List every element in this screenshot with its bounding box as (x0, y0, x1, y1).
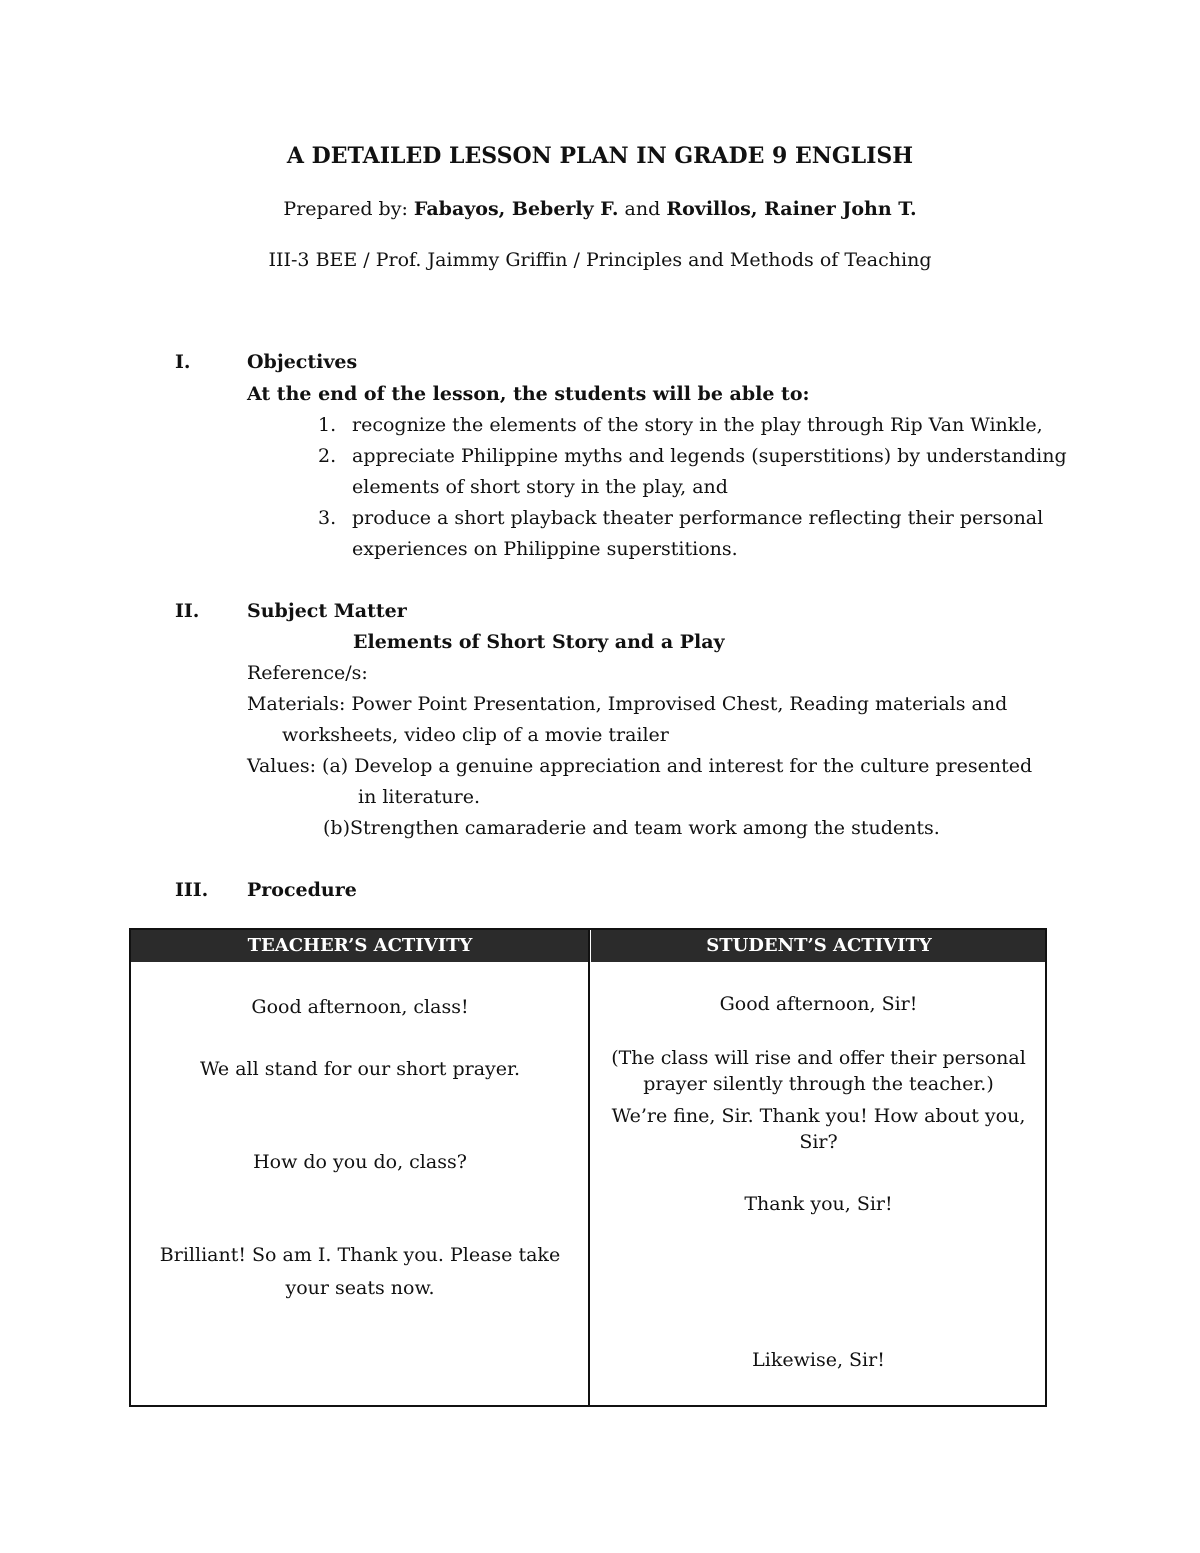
objectives-intro: At the end of the lesson, the students will be able to: (247, 383, 810, 405)
author-1: Fabayos, Beberly F. (413, 198, 619, 220)
materials-line-1: Materials: Power Point Presentation, Improvised Chest, Reading materials and (247, 693, 1008, 715)
objective-2-line-1: appreciate Philippine myths and legends (superstitions) by understanding (352, 445, 1067, 467)
document-title: A DETAILED LESSON PLAN IN GRADE 9 ENGLISH (286, 143, 914, 169)
student-line-fine-1: We’re fine, Sir. Thank you! How about you, (611, 1105, 1026, 1127)
references-line: Reference/s: (247, 662, 368, 684)
activity-table (129, 928, 1047, 1407)
subject-matter-numeral: II. (175, 600, 200, 622)
objective-1-line-1: recognize the elements of the story in the play through Rip Van Winkle, (352, 414, 1043, 436)
course-line: III-3 BEE / Prof. Jaimmy Griffin / Principles and Methods of Teaching (268, 249, 932, 271)
teacher-line-brilliant-2: your seats now. (285, 1277, 435, 1299)
student-line-likewise: Likewise, Sir! (752, 1349, 885, 1371)
student-line-prayer-2: prayer silently through the teacher.) (643, 1073, 994, 1095)
teacher-activity-header: TEACHER’S ACTIVITY (131, 930, 591, 962)
student-line-greeting: Good afternoon, Sir! (719, 993, 918, 1015)
and-word: and (624, 198, 661, 220)
subject-topic: Elements of Short Story and a Play (353, 631, 725, 653)
student-line-fine-2: Sir? (799, 1131, 838, 1153)
author-2: Rovillos, Rainer John T. (666, 198, 917, 220)
procedure-heading: Procedure (247, 879, 357, 901)
prepared-by-line (0, 198, 1200, 220)
prepared-by-label: Prepared by: (283, 198, 408, 220)
values-line-1: Values: (a) Develop a genuine appreciation and interest for the culture presented (247, 755, 1033, 777)
objective-1-number: 1. (318, 414, 337, 436)
objectives-heading: Objectives (247, 351, 358, 373)
teacher-line-how-do-you-do: How do you do, class? (253, 1151, 467, 1173)
objective-3-number: 3. (318, 507, 337, 529)
values-line-2: in literature. (358, 786, 481, 808)
objectives-numeral: I. (175, 351, 191, 373)
objective-3-line-2: experiences on Philippine superstitions. (352, 538, 738, 560)
objective-2-number: 2. (318, 445, 337, 467)
teacher-line-greeting: Good afternoon, class! (251, 996, 469, 1018)
objective-3-line-1: produce a short playback theater performance reflecting their personal (352, 507, 1044, 529)
values-line-3: (b)Strengthen camaraderie and team work among the students. (323, 817, 940, 839)
procedure-numeral: III. (175, 879, 209, 901)
teacher-line-brilliant-1: Brilliant! So am I. Thank you. Please take (159, 1244, 561, 1266)
student-line-prayer-1: (The class will rise and offer their personal (611, 1047, 1026, 1069)
objective-2-line-2: elements of short story in the play, and (352, 476, 728, 498)
student-activity-header: STUDENT’S ACTIVITY (706, 935, 932, 956)
student-line-thank-you: Thank you, Sir! (744, 1193, 893, 1215)
teacher-line-prayer: We all stand for our short prayer. (199, 1058, 521, 1080)
materials-line-2: worksheets, video clip of a movie trailer (282, 724, 669, 746)
subject-matter-heading: Subject Matter (247, 600, 407, 622)
